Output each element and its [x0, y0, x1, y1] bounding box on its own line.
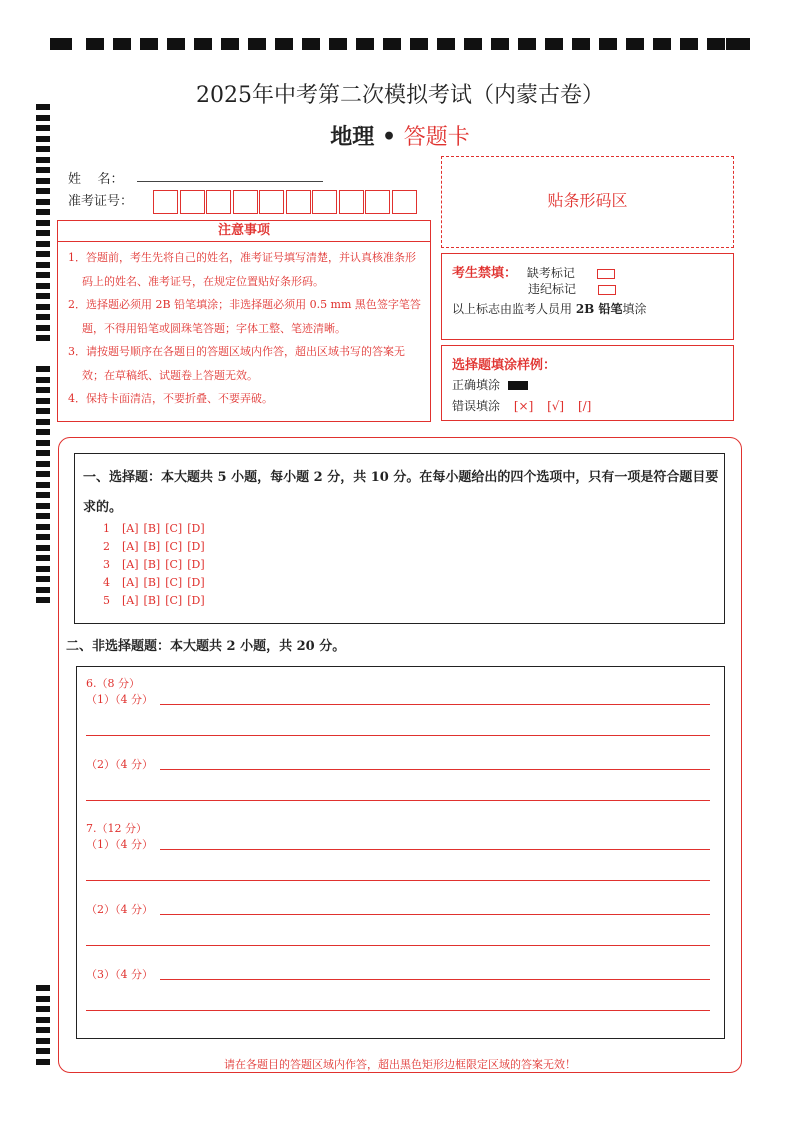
card-label: 答题卡: [403, 125, 470, 150]
question-number: 1: [103, 522, 110, 535]
answer-line[interactable]: [86, 880, 710, 881]
violation-mark-box[interactable]: [598, 285, 616, 295]
timing-mark: [36, 1038, 50, 1044]
timing-mark: [86, 38, 104, 50]
timing-mark: [36, 450, 50, 456]
timing-mark: [36, 482, 50, 488]
choice-option-bubble[interactable]: [B]: [143, 576, 161, 589]
timing-mark: [36, 262, 50, 268]
timing-mark: [464, 38, 482, 50]
timing-mark: [36, 408, 50, 414]
timing-mark: [36, 534, 50, 540]
wrong-label: 错误填涂: [452, 399, 501, 413]
timing-mark: [36, 429, 50, 435]
question-number: 4: [103, 576, 110, 589]
timing-mark: [36, 366, 50, 372]
timing-mark: [36, 996, 50, 1002]
card-subtitle: [0, 120, 800, 151]
choice-option-bubble[interactable]: [C]: [165, 540, 183, 553]
timing-mark: [36, 576, 50, 582]
exam-title: 2025年中考第二次模拟考试（内蒙古卷）: [196, 83, 604, 108]
timing-mark: [36, 157, 50, 163]
choice-question-row: [103, 556, 205, 574]
timing-mark: [36, 241, 50, 247]
question-number: 3: [103, 558, 110, 571]
timing-mark: [36, 492, 50, 498]
sample-box: [441, 345, 734, 421]
timing-mark: [36, 293, 50, 299]
answer-line[interactable]: [86, 800, 710, 801]
choice-section-heading: 一、选择题：本大题共 5 小题，每小题 2 分，共 10 分。在每小题给出的四个选项中，只有一项是符合题目要求的。: [83, 470, 719, 515]
q7-part3-label: （3）（4 分）: [86, 968, 153, 981]
exam-id-box[interactable]: [180, 190, 205, 214]
correct-label: 正确填涂: [452, 378, 501, 392]
choice-question-row: [103, 592, 205, 610]
timing-mark: [36, 440, 50, 446]
wrong-mark: [√]: [547, 399, 565, 413]
title-bullet: •: [381, 124, 397, 150]
timing-mark: [518, 38, 536, 50]
timing-mark: [36, 471, 50, 477]
timing-mark: [113, 38, 131, 50]
sample-title: 选择题填涂样例：: [452, 358, 557, 373]
answer-line[interactable]: [160, 849, 710, 850]
choice-option-bubble[interactable]: [D]: [187, 558, 205, 571]
timing-mark: [383, 38, 401, 50]
exam-id-box[interactable]: [312, 190, 337, 214]
choice-option-bubble[interactable]: [D]: [187, 522, 205, 535]
choice-option-bubble[interactable]: [B]: [143, 594, 161, 607]
exam-id-box[interactable]: [153, 190, 178, 214]
choice-question-row: [103, 520, 205, 538]
choice-option-bubble[interactable]: [A]: [122, 558, 139, 571]
choice-options: [103, 520, 205, 610]
wrong-mark: [/]: [577, 399, 592, 413]
answer-line[interactable]: [160, 914, 710, 915]
timing-mark: [491, 38, 509, 50]
timing-mark: [329, 38, 347, 50]
timing-mark: [36, 272, 50, 278]
q7-title: 7.（12 分）: [86, 822, 147, 835]
answer-line[interactable]: [160, 979, 710, 980]
timing-mark: [36, 597, 50, 603]
timing-mark: [36, 199, 50, 205]
exam-id-box[interactable]: [392, 190, 417, 214]
barcode-area[interactable]: 贴条形码区: [441, 156, 734, 248]
timing-mark: [36, 985, 50, 991]
name-input-line[interactable]: [137, 181, 323, 182]
exam-id-box[interactable]: [286, 190, 311, 214]
notice-title: 注意事项: [58, 221, 430, 242]
timing-mark: [36, 377, 50, 383]
timing-mark: [36, 251, 50, 257]
choice-option-bubble[interactable]: [D]: [187, 540, 205, 553]
timing-mark: [356, 38, 374, 50]
timing-mark: [36, 461, 50, 467]
timing-mark: [302, 38, 320, 50]
choice-option-bubble[interactable]: [B]: [143, 558, 161, 571]
timing-mark: [36, 178, 50, 184]
choice-option-bubble[interactable]: [C]: [165, 594, 183, 607]
exam-id-box[interactable]: [339, 190, 364, 214]
timing-mark: [572, 38, 590, 50]
timing-mark: [36, 188, 50, 194]
choice-option-bubble[interactable]: [C]: [165, 558, 183, 571]
exam-id-box[interactable]: [365, 190, 390, 214]
notice-item: 4．保持卡面清洁，不要折叠、不要弄破。: [68, 392, 273, 405]
violation-label: 违纪标记: [528, 282, 577, 296]
timing-mark: [36, 387, 50, 393]
timing-mark: [680, 38, 698, 50]
choice-option-bubble[interactable]: [B]: [143, 540, 161, 553]
timing-mark: [410, 38, 428, 50]
answer-line[interactable]: [160, 704, 710, 705]
timing-mark: [36, 283, 50, 289]
timing-mark: [626, 38, 644, 50]
timing-mark: [437, 38, 455, 50]
q6-part1-label: （1）（4 分）: [86, 693, 153, 706]
q6-part2-label: （2）（4 分）: [86, 758, 153, 771]
timing-mark: [707, 38, 725, 50]
timing-mark: [36, 167, 50, 173]
answer-line[interactable]: [86, 1010, 710, 1011]
choice-question-row: [103, 538, 205, 556]
timing-mark: [248, 38, 266, 50]
timing-mark: [36, 220, 50, 226]
top-timing-marks: [50, 38, 750, 52]
choice-option-bubble[interactable]: [A]: [122, 594, 139, 607]
timing-mark: [36, 304, 50, 310]
timing-mark: [545, 38, 563, 50]
choice-option-bubble[interactable]: [D]: [187, 576, 205, 589]
answer-line[interactable]: [160, 769, 710, 770]
choice-option-bubble[interactable]: [C]: [165, 522, 183, 535]
question-number: 2: [103, 540, 110, 553]
timing-mark: [36, 566, 50, 572]
choice-option-bubble[interactable]: [B]: [143, 522, 161, 535]
timing-mark: [36, 555, 50, 561]
answer-line[interactable]: [86, 735, 710, 736]
forbid-note-bold: 2B 铅笔: [575, 302, 623, 316]
choice-option-bubble[interactable]: [A]: [122, 522, 139, 535]
timing-mark: [275, 38, 293, 50]
choice-option-bubble[interactable]: [D]: [187, 594, 205, 607]
notice-item: 1．答题前，考生先将自己的姓名，准考证号填写清楚，并认真核准条形码上的姓名、准考证号，在规定位置贴好条形码。: [68, 251, 416, 288]
timing-mark: [36, 398, 50, 404]
timing-mark: [36, 587, 50, 593]
timing-mark: [36, 513, 50, 519]
timing-mark: [36, 1006, 50, 1012]
exam-id-label: 准考证号：: [68, 194, 134, 209]
notice-item: 2．选择题必须用 2B 铅笔填涂；非选择题必须用 0.5 mm 黑色签字笔答题，不得用铅笔或圆珠笔答题；字体工整、笔迹清晰。: [68, 298, 421, 335]
absent-label: 缺考标记: [526, 266, 575, 280]
timing-mark: [36, 1027, 50, 1033]
timing-mark: [36, 230, 50, 236]
timing-mark: [36, 314, 50, 320]
notice-item: 3．请按题号顺序在各题目的答题区域内作答，超出区域书写的答案无效；在草稿纸、试题卷上答题无效。: [68, 345, 405, 382]
timing-mark: [36, 503, 50, 509]
timing-mark: [36, 524, 50, 530]
timing-mark: [726, 38, 750, 50]
name-label: 姓 名：: [68, 172, 124, 187]
nonchoice-section-box: [76, 666, 725, 1039]
exam-id-box[interactable]: [233, 190, 258, 214]
timing-mark: [167, 38, 185, 50]
timing-mark: [36, 335, 50, 341]
choice-question-row: [103, 574, 205, 592]
timing-mark: [599, 38, 617, 50]
absent-mark-box[interactable]: [597, 269, 615, 279]
exam-id-box[interactable]: [206, 190, 231, 214]
q6-title: 6.（8 分）: [86, 677, 140, 690]
timing-mark: [653, 38, 671, 50]
footer-warning: 请在各题目的答题区域内作答，超出黑色矩形边框限定区域的答案无效！: [224, 1058, 576, 1071]
forbid-box: [441, 253, 734, 340]
question-number: 5: [103, 594, 110, 607]
timing-mark: [36, 419, 50, 425]
timing-mark: [36, 1048, 50, 1054]
subject-name: 地理: [330, 124, 375, 150]
notice-box: [57, 220, 431, 422]
forbid-note-end: 填涂: [622, 302, 647, 316]
timing-mark: [36, 545, 50, 551]
timing-mark: [140, 38, 158, 50]
timing-mark: [50, 38, 72, 50]
timing-mark: [36, 209, 50, 215]
timing-mark: [36, 1017, 50, 1023]
timing-mark: [194, 38, 212, 50]
wrong-mark: [×]: [513, 399, 534, 413]
correct-fill-sample: [508, 381, 528, 390]
choice-option-bubble[interactable]: [C]: [165, 576, 183, 589]
nonchoice-section-heading: 二、非选择题题：本大题共 2 小题，共 20 分。: [66, 639, 346, 654]
forbid-note: 以上标志由监考人员用: [452, 302, 576, 316]
q7-part1-label: （1）（4 分）: [86, 838, 153, 851]
timing-mark: [221, 38, 239, 50]
choice-option-bubble[interactable]: [A]: [122, 576, 139, 589]
q7-part2-label: （2）（4 分）: [86, 903, 153, 916]
exam-id-boxes[interactable]: [153, 190, 418, 214]
answer-line[interactable]: [86, 945, 710, 946]
choice-option-bubble[interactable]: [A]: [122, 540, 139, 553]
forbid-title: 考生禁填：: [452, 266, 518, 281]
timing-mark: [36, 325, 50, 331]
exam-id-box[interactable]: [259, 190, 284, 214]
